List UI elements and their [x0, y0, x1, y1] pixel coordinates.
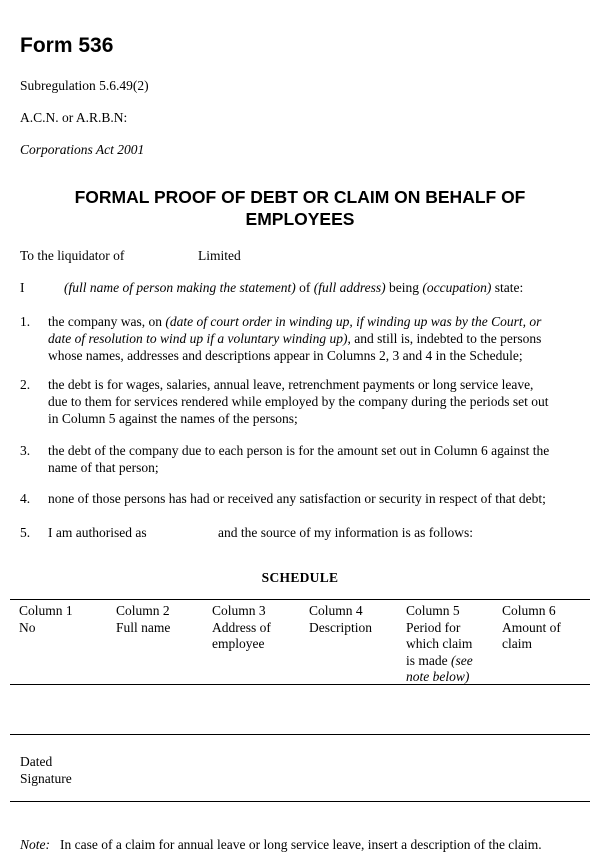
schedule-column-6: [502, 603, 561, 653]
column-1-title: Column 1: [19, 603, 73, 618]
column-5-title: Column 5: [406, 603, 460, 618]
column-5-label-1: Period for: [406, 619, 461, 635]
statement-pronoun: I: [20, 280, 25, 295]
schedule-column-1: [19, 603, 73, 636]
schedule-title: SCHEDULE: [261, 570, 339, 585]
heading-line-2: EMPLOYEES: [245, 209, 355, 229]
item-4-text: none of those persons has had or received any satisfaction or security in respect of that debt;: [48, 491, 546, 506]
item-3-line-1: the debt of the company due to each person is for the amount set out in Column 6 against the: [48, 443, 550, 458]
act-name: Corporations Act 2001: [20, 142, 145, 157]
column-5-label-2: which claim: [406, 636, 473, 651]
item-5-text: [48, 524, 580, 541]
statement-text: [64, 279, 584, 296]
item-1-part-a: the company was, on: [48, 314, 166, 329]
statement-being: being: [385, 280, 423, 295]
column-5-label-3: is made: [406, 652, 451, 668]
schedule-header-rule: [10, 684, 590, 685]
item-3-text: [48, 442, 580, 476]
column-4-title: Column 4: [309, 603, 363, 618]
column-3-label-1: Address of: [212, 619, 271, 635]
schedule-column-2: [116, 603, 170, 636]
note: [20, 836, 580, 853]
item-4-number: 4.: [20, 491, 31, 506]
item-2-line-2: due to them for services rendered while employed by the company during the periods set out: [48, 394, 549, 409]
signature-label: Signature: [20, 771, 72, 786]
heading-line-1: FORMAL PROOF OF DEBT OR CLAIM ON BEHALF OF: [74, 187, 526, 207]
column-6-title: Column 6: [502, 603, 556, 618]
subregulation: Subregulation 5.6.49(2): [20, 78, 149, 93]
item-2-line-1: the debt is for wages, salaries, annual leave, retrenchment payments or long service leave,: [48, 377, 534, 392]
statement-name: (full name of person making the statement): [64, 280, 296, 295]
column-3-label-2: employee: [212, 636, 265, 651]
column-6-label-1: Amount of: [502, 619, 561, 635]
page-heading: [40, 186, 560, 230]
item-1-text: [48, 313, 580, 364]
schedule-column-5: [406, 603, 473, 686]
item-3-line-2: name of that person;: [48, 460, 159, 475]
column-5-note-below: note below): [406, 669, 470, 684]
note-text: In case of a claim for annual leave or long service leave, insert a description of the claim.: [60, 837, 542, 852]
column-6-label-2: claim: [502, 636, 532, 651]
item-1-part-b: (date of court order in winding up, if winding up was by the Court, or: [165, 314, 542, 329]
statement-address: (full address): [313, 280, 386, 295]
item-5-number: 5.: [20, 525, 31, 540]
schedule-column-3: [212, 603, 271, 653]
column-5-see: (see: [451, 652, 473, 668]
column-3-title: Column 3: [212, 603, 266, 618]
item-5-part-a: I am authorised as: [48, 525, 147, 540]
item-1-number: 1.: [20, 314, 31, 329]
item-2-number: 2.: [20, 377, 31, 392]
column-4-label: Description: [309, 619, 372, 635]
item-3-number: 3.: [20, 443, 31, 458]
schedule-column-4: [309, 603, 372, 636]
addressee-to: To the liquidator of: [20, 248, 125, 263]
item-1-part-c: date of resolution to wind up if a voluntary winding up): [48, 331, 348, 346]
signature-rule: [10, 801, 590, 802]
form-title: Form 536: [20, 34, 114, 57]
item-5-part-b: and the source of my information is as follows:: [218, 525, 473, 540]
statement-state: state:: [491, 280, 524, 295]
schedule-bottom-rule: [10, 734, 590, 735]
item-1-part-e: whose names, addresses and descriptions appear in Columns 2, 3 and 4 in the Schedule;: [48, 348, 523, 363]
schedule-top-rule: [10, 599, 590, 600]
item-2-line-3: in Column 5 against the names of the persons;: [48, 411, 298, 426]
item-2-text: [48, 376, 580, 427]
acn-label: A.C.N. or A.R.B.N:: [20, 110, 128, 125]
addressee-line: [20, 247, 580, 264]
statement-of: of: [295, 280, 314, 295]
column-1-label: No: [19, 619, 36, 635]
addressee-limited: Limited: [198, 248, 241, 263]
item-1-part-d: , and still is, indebted to the persons: [347, 331, 542, 346]
column-2-title: Column 2: [116, 603, 170, 618]
note-label: Note:: [20, 837, 50, 852]
dated-label: Dated: [20, 754, 53, 769]
statement-occupation: (occupation): [422, 280, 492, 295]
column-2-label: Full name: [116, 619, 171, 635]
